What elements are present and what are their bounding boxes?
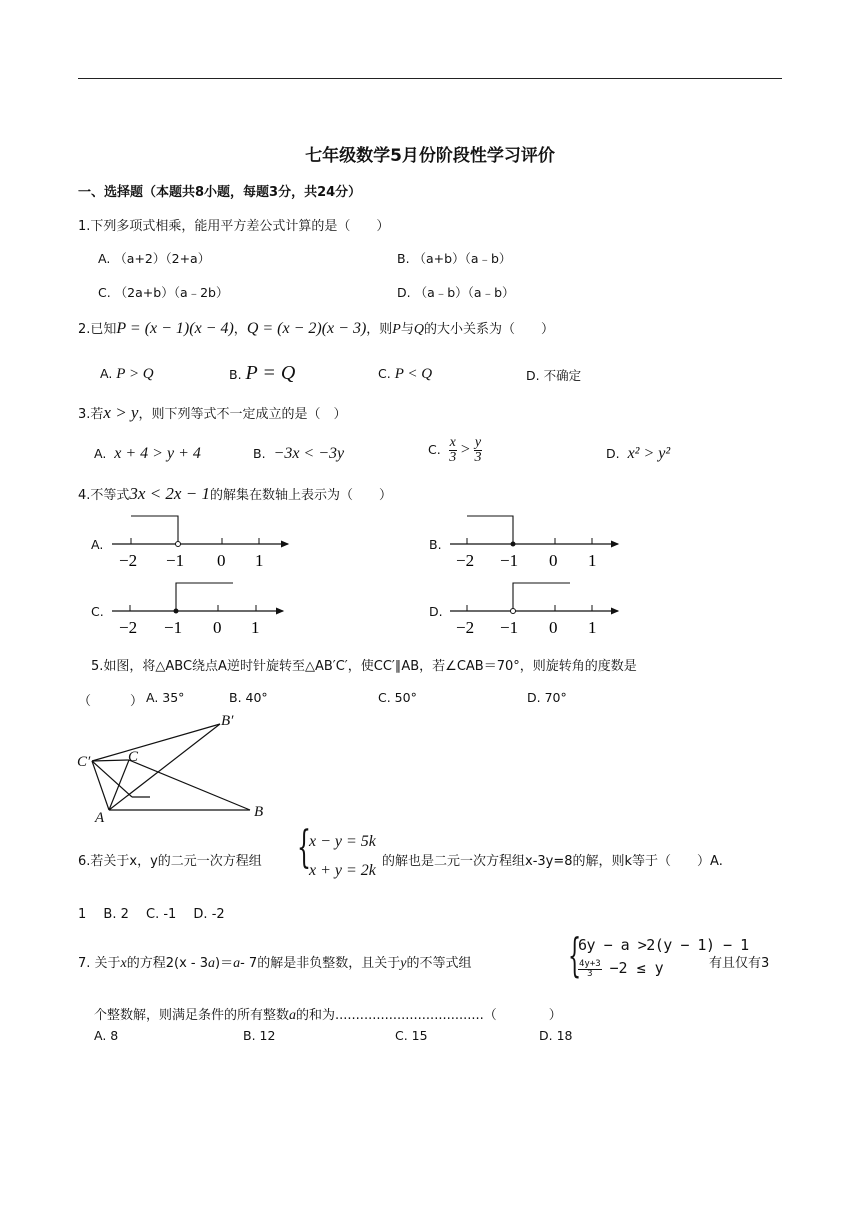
question-3-condition: x > y (103, 403, 139, 422)
option-d-label: D. (606, 446, 620, 461)
q7-var-y: y (400, 956, 407, 971)
question-4-option-c-label: C. (91, 604, 104, 619)
inequality-system-brace: { (568, 928, 582, 982)
fraction-denominator: 3 (587, 969, 593, 979)
tick-label: −2 (119, 618, 138, 637)
q7-text: )＝ (215, 956, 234, 971)
fraction-numerator: y (474, 435, 482, 450)
question-4-option-d-label: D. (429, 604, 443, 619)
fraction-denominator: 3 (474, 450, 482, 465)
question-1-option-d: D. （a﹣b）（a﹣b） (397, 285, 515, 300)
q7-var-a: a (289, 1008, 297, 1023)
question-1-stem: 1.下列多项式相乘，能用平方差公式计算的是（ ） (78, 219, 390, 234)
option-d-math: x² > y² (627, 445, 671, 462)
question-2-p: P (392, 322, 401, 337)
question-3-suffix: ，则下列等式不一定成立的是（ ） (138, 407, 347, 422)
q6-equation-1: x − y = 5k (309, 833, 376, 850)
question-4-prefix: 4.不等式 (78, 488, 130, 503)
tick-label: −2 (456, 618, 475, 637)
number-line-c (112, 583, 283, 637)
tick-label: −1 (500, 618, 519, 637)
question-7-suffix: 有且仅有3 (709, 956, 770, 971)
question-1-option-c: C. （2a+b）（a﹣2b） (98, 285, 229, 300)
question-4-option-b-label: B. (429, 537, 442, 552)
tick-label: −1 (500, 551, 519, 570)
option-b-label: B. (253, 446, 266, 461)
tick-label: −2 (456, 551, 475, 570)
tick-label: 0 (217, 551, 226, 570)
q7-var-a: a (233, 956, 241, 971)
question-5-option-b: B. 40° (229, 690, 268, 705)
fraction (578, 960, 602, 979)
vertex-c-label: C (128, 749, 139, 765)
q7-text: 的和为....................................（ ） (296, 1008, 562, 1023)
question-6-prefix: 6.若关于x，y的二元一次方程组 (78, 854, 262, 869)
page-title: 七年级数学5月份阶段性学习评价 (305, 146, 555, 166)
option-c-math: P < Q (394, 366, 433, 382)
q7-var-x: x (120, 956, 127, 971)
question-2-then: ，则 (366, 322, 393, 337)
question-4-inequality: 3x < 2x − 1 (129, 484, 210, 503)
q7-inequality-2 (578, 959, 664, 979)
option-a-label: A. (94, 446, 107, 461)
question-2-option-d: D. 不确定 (526, 368, 582, 383)
question-7-option-a: A. 8 (94, 1028, 119, 1043)
tick-label: 0 (213, 618, 222, 637)
question-5-option-a: A. 35° (146, 690, 185, 705)
fraction-numerator: 4y+3 (579, 959, 601, 969)
option-b-label: B. (229, 367, 242, 382)
tick-label: 1 (251, 618, 260, 637)
question-6-options: 1 B. 2 C. -1 D. -2 (78, 907, 225, 922)
question-3-prefix: 3.若 (78, 407, 104, 422)
question-2-q: Q (413, 322, 424, 337)
vertex-b-prime-label: B′ (221, 713, 234, 729)
number-line-d (450, 583, 618, 637)
question-1-option-b: B. （a+b）（a﹣b） (397, 251, 512, 266)
question-2-q-expression: Q = (x − 2)(x − 3) (246, 320, 367, 337)
tick-label: −1 (164, 618, 183, 637)
inequality-rest: −2 ≤ y (609, 959, 664, 977)
vertex-a-label: A (95, 810, 105, 826)
q6-equation-2: x + y = 2k (309, 862, 376, 879)
q7-text: 的方程2(x - 3 (126, 956, 209, 971)
q7-text: 7. 关于 (78, 956, 121, 971)
option-a-math: P > Q (116, 366, 154, 382)
question-5-option-c: C. 50° (378, 690, 417, 705)
question-7-stem (78, 952, 471, 972)
tick-label: 1 (588, 618, 597, 637)
q7-text: - 7的解是非负整数，且关于 (240, 956, 401, 971)
question-7-option-c: C. 15 (395, 1028, 428, 1043)
option-a-label: A. (100, 366, 113, 381)
question-7-line-2 (94, 1004, 562, 1024)
question-2-p-expression: P = (x − 1)(x − 4) (116, 320, 234, 337)
question-5-option-d: D. 70° (527, 690, 567, 705)
question-5-stem: 5.如图，将△ABC绕点A逆时针旋转至△AB′C′，使CC′∥AB，若∠CAB＝70°，则旋转角的度数是 (91, 659, 637, 674)
section-heading: 一、选择题（本题共8小题，每题3分，共24分） (78, 185, 362, 200)
number-line-a (112, 516, 288, 570)
greater-than-sign: > (460, 441, 470, 458)
question-7-option-b: B. 12 (243, 1028, 276, 1043)
question-4-option-a-label: A. (91, 537, 104, 552)
tick-label: 1 (255, 551, 264, 570)
question-2-and: 与 (400, 322, 414, 337)
question-2-suffix: 的大小关系为（ ） (424, 322, 555, 337)
option-b-math: P = Q (245, 362, 296, 384)
question-7-option-d: D. 18 (539, 1028, 573, 1043)
tick-label: 0 (549, 618, 558, 637)
question-5-vertex-labels (77, 713, 263, 826)
tick-label: −2 (119, 551, 138, 570)
fraction-numerator: x (449, 435, 456, 450)
question-5-answer-paren: （ ） (78, 694, 144, 709)
q7-inequality-1: 6y − a >2(y − 1) − 1 (578, 936, 749, 954)
option-c-label: C. (378, 366, 391, 381)
tick-label: 0 (549, 551, 558, 570)
option-c-label: C. (428, 442, 441, 457)
tick-label: 1 (588, 551, 597, 570)
number-line-b (450, 516, 618, 570)
question-2-comma: ， (233, 322, 247, 337)
tick-label: −1 (166, 551, 185, 570)
question-4-suffix: 的解集在数轴上表示为（ ） (209, 488, 392, 503)
system-brace: { (297, 822, 311, 873)
question-6-suffix: 的解也是二元一次方程组x-3y=8的解，则k等于（ ）A. (382, 854, 723, 869)
q7-var-a: a (208, 956, 216, 971)
question-5-triangle-figure (92, 724, 250, 810)
question-2-prefix: 2.已知 (78, 322, 117, 337)
fraction-denominator: 3 (449, 450, 457, 465)
vertex-c-prime-label: C′ (77, 754, 91, 770)
option-a-math: x + 4 > y + 4 (114, 445, 201, 462)
vertex-b-label: B (254, 804, 264, 820)
question-1-option-a: A. （a+2）（2+a） (98, 251, 211, 266)
option-b-math: −3x < −3y (273, 445, 345, 462)
q7-text: 的不等式组 (406, 956, 472, 971)
q7-text: 个整数解，则满足条件的所有整数 (94, 1008, 290, 1023)
